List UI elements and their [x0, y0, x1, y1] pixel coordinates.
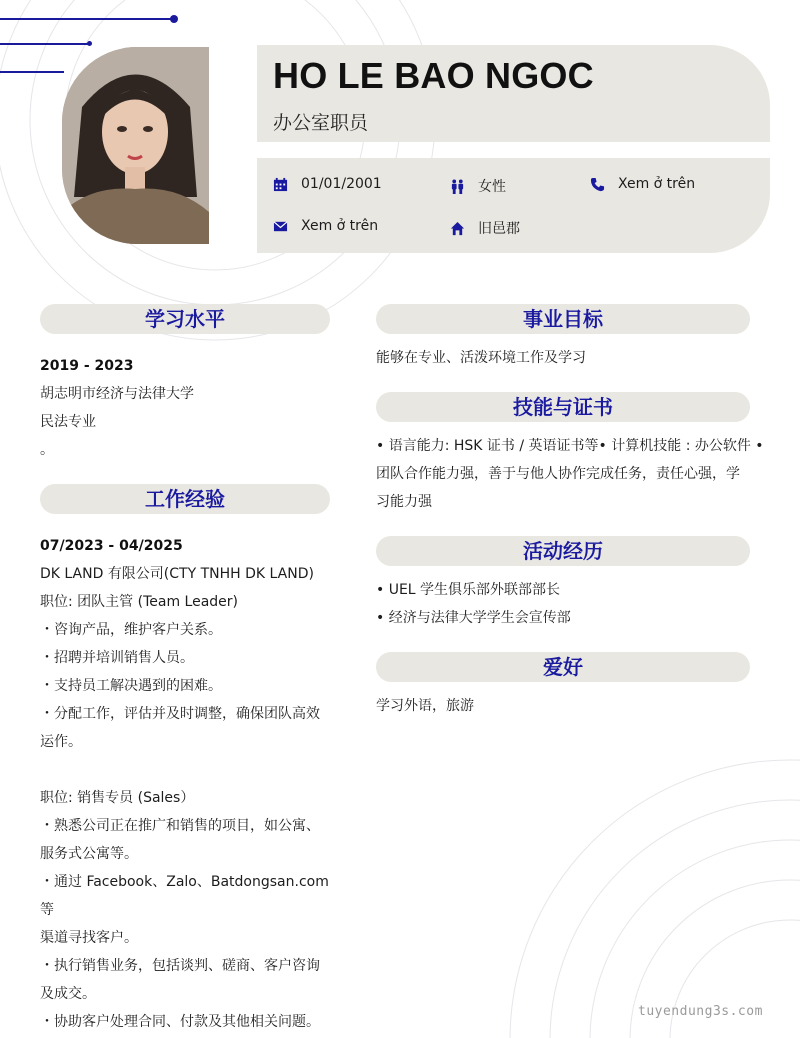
people-icon: [450, 179, 465, 194]
birthdate-item: [273, 176, 382, 192]
activities-heading: 活动经历: [376, 536, 750, 566]
skills-section: [376, 432, 766, 516]
experience-line: ・通过 Facebook、Zalo、Batdongsan.com 等: [40, 874, 334, 918]
experience-line: 及成交。: [40, 986, 96, 1002]
phone-value: Xem ở trên: [618, 176, 696, 192]
phone-icon: [590, 177, 605, 192]
decor-dot-1: [170, 15, 178, 23]
experience-company: DK LAND 有限公司(CTY TNHH DK LAND): [40, 566, 314, 582]
experience-line: ・分配工作，评估并及时调整，确保团队高效: [40, 706, 320, 722]
address-item: [450, 218, 520, 238]
phone-item: [590, 176, 695, 192]
birthdate-value: 01/01/2001: [301, 176, 382, 192]
experience-line: ・支持员工解决遇到的困难。: [40, 678, 222, 694]
education-major: 民法专业: [40, 414, 96, 430]
skills-line: • 语言能力: HSK 证书 / 英语证书等• 计算机技能 : 办公软件 •: [376, 438, 764, 454]
activity-item: • 经济与法律大学学生会宣传部: [376, 610, 571, 626]
contact-panel: [257, 158, 770, 253]
skills-line: 团队合作能力强，善于与他人协作完成任务，责任心强，学: [376, 466, 740, 482]
gender-value: 女性: [478, 179, 506, 195]
skills-line: 习能力强: [376, 494, 432, 510]
experience-line: 运作。: [40, 734, 82, 750]
hobbies-text: 学习外语，旅游: [376, 698, 474, 714]
objective-heading: 事业目标: [376, 304, 750, 334]
experience-line: 职位: 团队主管 (Team Leader): [40, 594, 238, 610]
envelope-icon: [273, 219, 288, 234]
experience-line: ・咨询产品，维护客户关系。: [40, 622, 222, 638]
education-note: 。: [40, 442, 54, 458]
experience-line: ・执行销售业务，包括谈判、磋商、客户咨询: [40, 958, 320, 974]
decor-dot-2: [87, 41, 92, 46]
gender-item: [450, 176, 506, 196]
home-icon: [450, 221, 465, 236]
education-section: [40, 352, 340, 464]
experience-line: 服务式公寓等。: [40, 846, 138, 862]
email-value: Xem ở trên: [301, 218, 379, 234]
decor-line-3: [0, 71, 64, 73]
education-heading: 学习水平: [40, 304, 330, 334]
education-school: 胡志明市经济与法律大学: [40, 386, 194, 402]
experience-heading: 工作经验: [40, 484, 330, 514]
email-item: [273, 218, 378, 234]
activity-item: • UEL 学生俱乐部外联部部长: [376, 582, 561, 598]
experience-line: 职位: 销售专员 (Sales）: [40, 790, 195, 806]
experience-line: ・熟悉公司正在推广和销售的项目，如公寓、: [40, 818, 320, 834]
experience-period: 07/2023 - 04/2025: [40, 538, 183, 554]
hobbies-heading: 爱好: [376, 652, 750, 682]
experience-line: 渠道寻找客户。: [40, 930, 138, 946]
decor-line-2: [0, 43, 90, 45]
address-value: 旧邑郡: [478, 221, 520, 237]
experience-line: ・招聘并培训销售人员。: [40, 650, 194, 666]
objective-text: 能够在专业、活泼环境工作及学习: [376, 350, 586, 366]
experience-line: [40, 756, 340, 784]
experience-section: [40, 532, 340, 1036]
job-title: 办公室职员: [273, 112, 369, 134]
calendar-icon: [273, 177, 288, 192]
education-period: 2019 - 2023: [40, 358, 134, 374]
watermark: tuyendung3s.com: [638, 1004, 763, 1019]
decor-line-1: [0, 18, 172, 20]
skills-heading: 技能与证书: [376, 392, 750, 422]
full-name: HO LE BAO NGOC: [273, 55, 594, 96]
activities-section: [376, 576, 756, 632]
profile-photo: [62, 47, 209, 244]
experience-line: ・协助客户处理合同、付款及其他相关问题。: [40, 1014, 320, 1030]
